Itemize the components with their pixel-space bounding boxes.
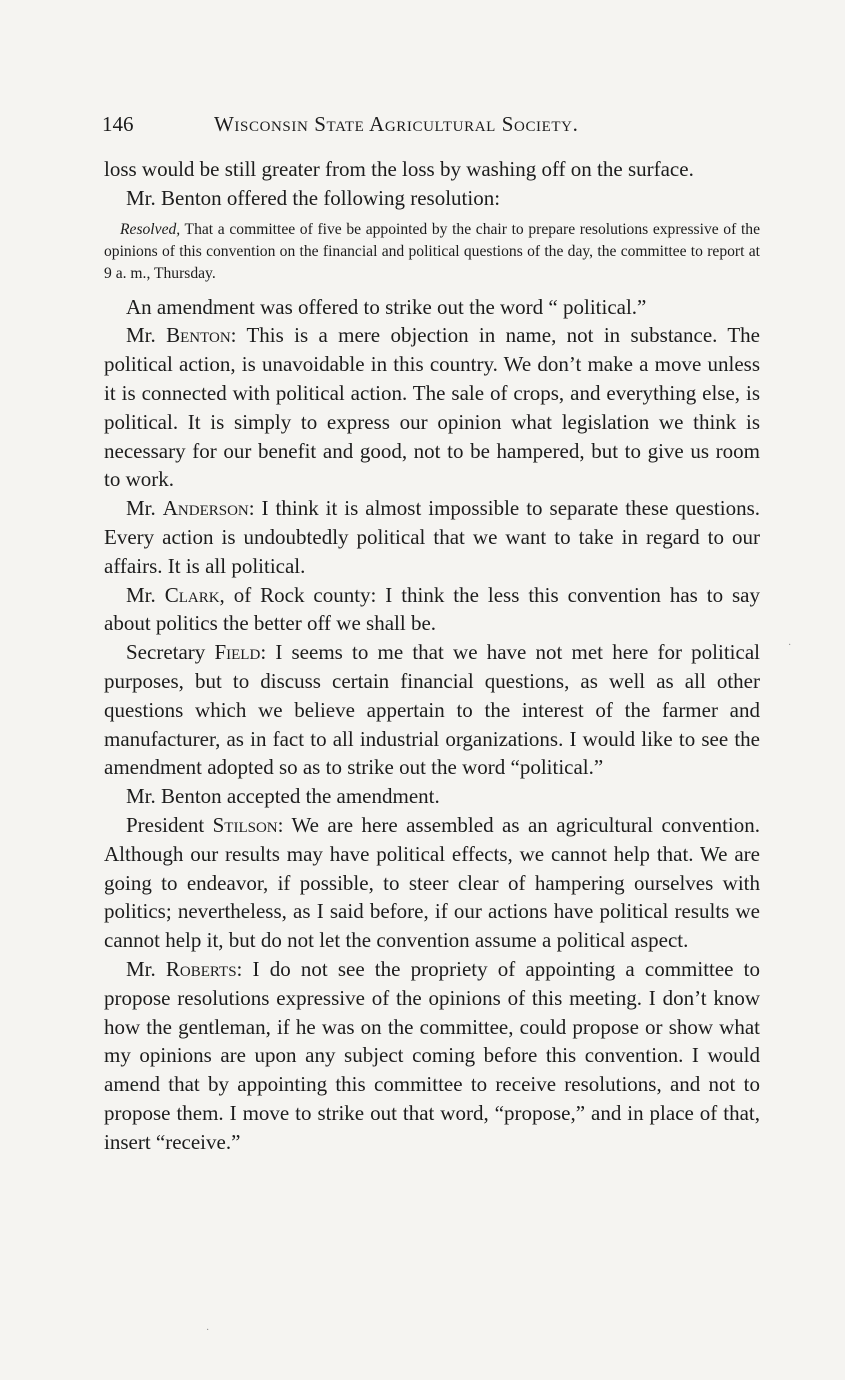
speech-text: : I think it is almost impossible to separate these questions. Every action is undoubtedly political that we want to take in regard to our affairs. It is all political. [104, 496, 760, 578]
resolution-block [104, 219, 760, 285]
resolution-lead: Resolved, [120, 220, 181, 238]
speaker-prefix: Secretary [126, 640, 215, 665]
speaker-prefix: Mr. [126, 496, 163, 521]
speaker-name: Roberts [165, 956, 237, 981]
speaker-name: Benton [166, 323, 231, 348]
speaker-prefix: Mr. [126, 323, 167, 348]
paragraph-amendment: An amendment was offered to strike out the word “ political.” [126, 294, 647, 319]
paragraph-roberts-speech [104, 955, 760, 1157]
paragraph-benton-offer: Mr. Benton offered the following resolution: [126, 185, 501, 210]
speaker-prefix: President [126, 812, 213, 837]
speaker-prefix: Mr. [126, 582, 165, 607]
speaker-name: Clark [164, 582, 220, 607]
speech-text: : I do not see the propriety of appointing a committee to propose resolutions expressive of the opinions of this meeting. I don’t know how the gentleman, if he was on the committee, could propose or show what my opinions are upon any subject coming before this convention. I would amend that by appointing this committee to receive resolutions, and not to propose them. I move to strike out that word, “propose,” and in place of that, insert “receive.” [104, 956, 760, 1154]
paragraph-clark-speech [104, 581, 760, 639]
page-header [102, 112, 762, 142]
paragraph-benton-speech [104, 321, 760, 494]
speech-text: : I seems to me that we have not met here for political purposes, but to discuss certain financial questions, as well as all other questions which we believe appertain to the interest of the farmer and manufacturer, as in fact to all industrial organizations. I would like to see the amendment adopted so as to strike out the word “political.” [104, 640, 760, 780]
paragraph-field-speech [104, 638, 760, 782]
paper-speck: · [788, 640, 792, 651]
paragraph-anderson-speech [104, 494, 760, 580]
speech-text: : We are here assembled as an agricultural convention. Although our results may have political effects, we cannot help that. We are going to endeavor, if possible, to steer clear of hampering ourselves with politics; nevertheless, as I said before, if our actions have political results we cannot help it, but do not let the convention assume a political aspect. [104, 812, 761, 953]
paragraph-stilson-speech [104, 811, 760, 955]
speaker-name: Field [214, 640, 261, 665]
paragraph-continuation: loss would be still greater from the loss by washing off on the surface. [104, 157, 694, 181]
paper-speck: · [206, 1325, 210, 1336]
speaker-name: Stilson [212, 812, 278, 837]
speech-text: , of Rock county: I think the less this convention has to say about politics the better off we shall be. [104, 582, 760, 636]
paragraph-benton-accepts: Mr. Benton accepted the amendment. [126, 784, 440, 809]
speaker-name: Anderson [162, 496, 249, 521]
resolution-text: That a committee of five be appointed by the chair to prepare resolutions expressive of the opinions of this convention on the financial and political questions of the day, the committee to report at 9 a. m., Thursday. [104, 220, 760, 282]
speaker-prefix: Mr. [126, 956, 166, 981]
running-title: Wisconsin State Agricultural Society. [214, 112, 579, 136]
speech-text: : This is a mere objection in name, not in substance. The political action, is unavoidable in this country. We don’t make a move unless it is connected with political action. The sale of crops, and everything else, is political. It is simply to express our opinion what legislation we think is necessary for our benefit and good, not to be hampered, but to give us room to work. [104, 323, 761, 492]
body-text [104, 155, 760, 1157]
page-number: 146 [102, 112, 134, 136]
